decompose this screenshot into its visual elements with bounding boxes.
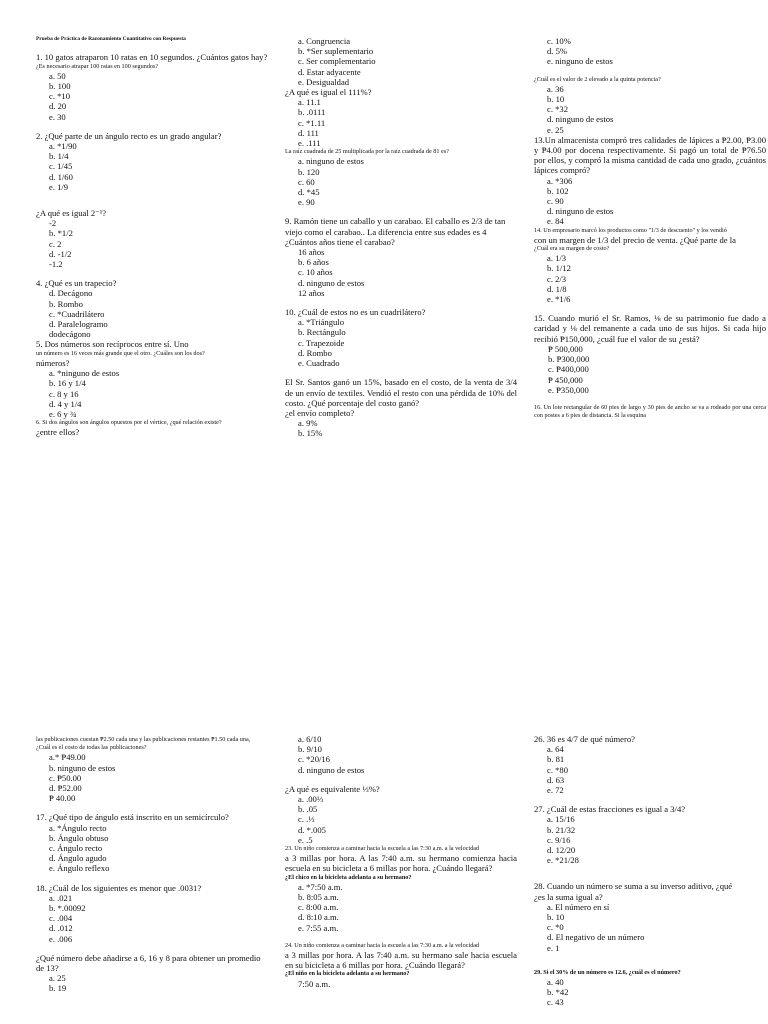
option: d. 1/8 xyxy=(547,283,567,294)
option: d. 12/20 xyxy=(547,845,576,856)
question-15-options xyxy=(534,344,766,395)
option: c. Ángulo recto xyxy=(49,843,103,854)
option: b. 16 y 1/4 xyxy=(49,378,86,389)
option: a. 11.1 xyxy=(298,97,321,108)
option: a. *7:50 a.m. xyxy=(298,881,343,892)
option: c. *80 xyxy=(547,764,569,775)
question-9-options xyxy=(285,247,517,298)
question-14-sub2: ¿Cuál era su margen de costo? xyxy=(534,245,610,253)
option: b. 9/10 xyxy=(298,744,322,755)
option: c. *0 xyxy=(547,922,564,933)
option: e. *21/28 xyxy=(547,855,579,866)
option: e. 25 xyxy=(547,124,564,135)
question-24-sub: a 3 millas por hora. A las 7:40 a.m. su hermano sale hacia escuela en su bicicleta a 6 millas por hora. ¿Cuándo llegará? xyxy=(285,950,517,971)
option: d. 111 xyxy=(298,127,319,138)
option: b. *42 xyxy=(547,987,569,998)
option: c. 90 xyxy=(547,196,564,207)
question-6-options xyxy=(285,36,517,87)
option: d. *45 xyxy=(298,187,320,198)
option: e. Ángulo reflexo xyxy=(49,863,110,874)
option: a. 1/3 xyxy=(547,253,567,264)
question-10: 10. ¿Cuál de estos no es un cuadrilátero? xyxy=(285,307,426,318)
option: b. ₱300,000 xyxy=(548,354,590,365)
option: e. ₱350,000 xyxy=(548,384,589,395)
option: d. ninguno de estos xyxy=(298,277,365,288)
question-5-sub: un número es 16 veces más grande que el otro. ¿Cuáles son los dos? xyxy=(36,349,205,357)
question-14-sub: con un margen de 1/3 del precio de venta. ¿Qué parte de la xyxy=(534,234,736,245)
option: a. El número en sí xyxy=(547,901,610,912)
question-4: 4. ¿Qué es un trapecio? xyxy=(36,278,117,289)
option: e. 72 xyxy=(547,785,564,796)
option: c. Ser complementario xyxy=(298,56,376,67)
option: b. 10 xyxy=(547,94,565,105)
question-18: 18. ¿Cuál de los siguientes es menor que .0031? xyxy=(36,882,202,893)
option: a. 6/10 xyxy=(298,734,322,744)
question-16-cont: las publicaciones cuestan ₱2.50 cada una y las publicaciones restantes ₱1.50 cada una, xyxy=(36,736,251,743)
option: b. 15% xyxy=(298,428,323,439)
option: a. Congruencia xyxy=(298,36,351,46)
lower-page xyxy=(0,730,768,1024)
question-15: 15. Cuando murió el Sr. Ramos, ⅛ de su patrimonio fue dado a caridad y ⅛ del remanente a cada uno de sus hijos. Si cada hijo recibió ₱150,000, ¿cuál fue el valor de su ¿está? xyxy=(534,313,766,344)
option: c. 10% xyxy=(547,36,571,46)
option: b. 1/12 xyxy=(547,263,571,274)
option: c. 8:00 a.m. xyxy=(298,902,339,913)
question-2: 2. ¿Qué parte de un ángulo recto es un grado angular? xyxy=(36,130,222,141)
option: b. 10 xyxy=(547,912,565,923)
option: c. *1.11 xyxy=(298,117,326,128)
option: c. 10 años xyxy=(298,267,333,278)
question-23-sub: a 3 millas por hora. A las 7:40 a.m. su hermano comienza hacia escuela en su bicicleta a 6 millas por hora. ¿Cuándo llegará? xyxy=(285,853,517,874)
question-12: ¿Cuál es el valor de 2 elevado a la quinta potencia? xyxy=(534,75,661,83)
option: b. 21/32 xyxy=(547,824,576,835)
option: c. *Cuadrilátero xyxy=(49,308,105,319)
question-1-options xyxy=(36,71,268,122)
question-11-options-cont xyxy=(534,36,766,67)
option: d. Estar adyacente xyxy=(298,66,361,77)
option: a. ninguno de estos xyxy=(298,156,364,167)
option: e. *1/6 xyxy=(547,294,571,305)
column-6 xyxy=(534,734,766,1008)
option: a. *Triángulo xyxy=(298,317,344,328)
column-1 xyxy=(36,36,268,438)
option: c. Trapezoide xyxy=(298,337,345,348)
option: d. Paralelogramo xyxy=(49,319,108,330)
question-19: ¿Qué número debe añadirse a 6, 16 y 8 para obtener un promedio de 13? xyxy=(36,952,261,974)
question-2-options xyxy=(36,141,268,192)
question-8-options xyxy=(285,156,517,207)
question-7: ¿A qué es igual el 111%? xyxy=(285,87,372,98)
option: c. ₱50.00 xyxy=(49,772,82,783)
option: b. *.00092 xyxy=(49,903,86,914)
option: c. 60 xyxy=(298,176,315,187)
question-9: 9. Ramón tiene un caballo y un carabao. El caballo es 2/3 de tan viejo como el carabao.. La diferencia entre sus edades es 4 xyxy=(285,216,506,237)
question-24-options xyxy=(285,979,517,989)
option: c. .⅓ xyxy=(298,814,315,825)
option: b. 1/4 xyxy=(49,151,69,162)
option: d. Decágono xyxy=(49,288,93,299)
option: b. *Ser suplementario xyxy=(298,46,374,57)
option: d. 4 y 1/4 xyxy=(49,398,82,409)
option: b. 19 xyxy=(49,983,67,994)
option: e. 90 xyxy=(298,197,315,208)
option: c. 43 xyxy=(547,997,564,1008)
question-26: 26. 36 es 4/7 de qué número? xyxy=(534,734,635,744)
question-5-sub2: números? xyxy=(36,357,70,368)
option: e. .006 xyxy=(49,933,73,944)
option: d. El negativo de un número xyxy=(547,932,645,943)
option: d. ninguno de estos xyxy=(547,114,614,125)
option: e. Desigualdad xyxy=(298,76,350,87)
option: a. 25 xyxy=(49,973,66,984)
option: e. 84 xyxy=(547,216,564,227)
question-28-sub: ¿es la suma igual a? xyxy=(534,891,603,902)
question-23-sub2: ¿El chico en la bicicleta adelanta a su hermano? xyxy=(285,873,412,881)
option: d. 8:10 a.m. xyxy=(298,912,339,923)
question-5-options xyxy=(36,368,268,419)
option: a. 50 xyxy=(49,70,66,81)
option: b. 6 años xyxy=(298,257,329,268)
question-21-options xyxy=(285,794,517,845)
option: a. .021 xyxy=(49,892,73,903)
option: a.* ₱49.00 xyxy=(49,752,86,763)
option: d. Rombo xyxy=(298,347,332,358)
question-24-sub2: ¿El niño en la bicicleta adelanta a su hermano? xyxy=(285,970,410,978)
option: d. .012 xyxy=(49,923,73,934)
option: b. Rectángulo xyxy=(298,327,346,338)
page-title: Prueba de Práctica de Razonamiento Cuantitativo con Respuesta xyxy=(36,36,186,42)
question-3-options xyxy=(36,218,268,269)
column-3 xyxy=(534,36,766,420)
option: d. ninguno de estos xyxy=(547,206,614,217)
question-23: 23. Un niño comienza a caminar hacia la escuela a las 7:30 a.m. a la velocidad xyxy=(285,845,480,853)
option: 7:50 a.m. xyxy=(298,978,331,989)
question-13: 13.Un almacenista compró tres calidades de lápices a ₱2.00, ₱3.00 y ₱4.00 por docena respectivamente. Si pagó un total de ₱76.50 por ellos, y compró la misma cantidad de cada uno grado, ¿cuántos lápices compró? xyxy=(534,134,766,176)
option: c. *10 xyxy=(49,91,71,102)
option: a. 15/16 xyxy=(547,814,575,825)
option: a. 40 xyxy=(547,977,564,988)
question-5: 5. Dos números son recíprocos entre sí. Uno xyxy=(36,339,189,350)
option: 16 años xyxy=(298,247,325,258)
option: a. 36 xyxy=(547,83,564,94)
question-20-options xyxy=(285,734,517,775)
option: d. 1/60 xyxy=(49,171,73,182)
option: ₱ 500,000 xyxy=(548,343,583,354)
question-26-options xyxy=(534,744,766,795)
question-11: El Sr. Santos ganó un 15%, basado en el costo, de la venta de 3/4 de un envío de textiles. Vendió el resto con una pérdida de 10% del costo. ¿Qué porcentaje del costo ganó? xyxy=(285,377,517,408)
option: b. *1/2 xyxy=(49,228,73,239)
question-1: 1. 10 gatos atraparon 10 ratas en 10 segundos. ¿Cuántos gatos hay? xyxy=(36,52,268,63)
option: e. .111 xyxy=(298,138,321,149)
question-29-options xyxy=(534,977,766,1008)
option: a. *Ángulo recto xyxy=(49,822,107,833)
option: a. *306 xyxy=(547,175,573,186)
option: c. 9/16 xyxy=(547,834,571,845)
question-27-options xyxy=(534,814,766,865)
question-16-cont2: ¿Cuál es el costo de todas las publicaciones? xyxy=(36,744,147,752)
question-23-options xyxy=(285,882,517,933)
option: c. 2 xyxy=(49,238,62,249)
question-24: 24. Un niño comienza a caminar hacia la escuela a las 7:30 a.m. a la velocidad xyxy=(285,941,480,949)
option: e. 7:55 a.m. xyxy=(298,922,339,933)
question-27: 27. ¿Cuál de estas fracciones es igual a 3/4? xyxy=(534,804,686,815)
option: d. 63 xyxy=(547,774,565,785)
option: a. 64 xyxy=(547,744,564,755)
option: a. *1/90 xyxy=(49,141,77,152)
option: b. ninguno de estos xyxy=(49,762,116,773)
option: e. 30 xyxy=(49,111,66,122)
option: c. 1/45 xyxy=(49,161,73,172)
question-28-options xyxy=(534,902,766,953)
option: c. *20/16 xyxy=(298,754,330,765)
question-11-sub: ¿el envío completo? xyxy=(285,407,355,418)
question-16-options xyxy=(36,752,268,803)
option: ₱ 450,000 xyxy=(548,374,583,385)
option: e. 1 xyxy=(547,942,560,953)
option: d. -1/2 xyxy=(49,248,72,259)
option: c. .004 xyxy=(49,913,73,924)
question-16: 16. Un lote rectangular de 60 pies de largo y 30 pies de ancho se va a rodeado por una cerca con postes a 6 pies de distancia. Si la esquina xyxy=(534,403,766,420)
question-7-options xyxy=(285,97,517,148)
option: c. *32 xyxy=(547,104,569,115)
question-8: La raíz cuadrada de 25 multiplicada por la raíz cuadrada de 81 es? xyxy=(285,148,449,156)
option: b. 8:05 a.m. xyxy=(298,892,339,903)
question-11-options xyxy=(285,418,517,438)
option: ₱ 40.00 xyxy=(49,793,76,804)
option: d. 20 xyxy=(49,101,67,112)
option: a. .00⅓ xyxy=(298,794,324,805)
option: c. 2/3 xyxy=(547,273,567,284)
question-6: 6. Si dos ángulos son ángulos opuestos por el vértice, ¿qué relación existe? xyxy=(36,419,222,427)
question-29: 29. Si el 30% de un número es 12.6, ¿cuál es el número? xyxy=(534,968,681,976)
option: c. ₱400,000 xyxy=(548,364,589,375)
question-1-sub: ¿Es necesario atrapar 100 ratas en 100 segundos? xyxy=(36,62,159,70)
question-17: 17. ¿Qué tipo de ángulo está inscrito en un semicírculo? xyxy=(36,812,229,823)
question-13-options xyxy=(534,176,766,227)
option: b. 100 xyxy=(49,81,71,92)
option: a. 9% xyxy=(298,418,318,429)
option: b. .05 xyxy=(298,804,318,815)
option: d. ninguno de estos xyxy=(298,764,365,775)
question-4-options xyxy=(36,288,268,339)
option: b. 120 xyxy=(298,166,320,177)
question-3: ¿A qué es igual 2⁻¹? xyxy=(36,208,107,219)
option: -1.2 xyxy=(49,259,63,270)
option: b. Rombo xyxy=(49,298,83,309)
option: 12 años xyxy=(298,287,325,298)
option: a. *ninguno de estos xyxy=(49,368,120,379)
option: e. .5 xyxy=(298,834,313,845)
upper-page xyxy=(0,0,768,510)
question-17-options xyxy=(36,823,268,874)
option: b. Ángulo obtuso xyxy=(49,832,109,843)
question-19-options xyxy=(36,973,268,993)
question-9-sub: ¿Cuántos años tiene el carabao? xyxy=(285,236,395,247)
question-12-options xyxy=(534,84,766,135)
option: e. 1/9 xyxy=(49,181,69,192)
column-4 xyxy=(36,736,268,994)
question-10-options xyxy=(285,317,517,368)
option: e. 6 y ¾ xyxy=(49,408,77,419)
option: d. 5% xyxy=(547,46,568,57)
option: b. .0111 xyxy=(298,107,326,118)
column-2 xyxy=(285,36,517,439)
question-14: 14. Un empresario marcó los productos como "1/3 de descuento" y los vendió xyxy=(534,226,727,234)
option: -2 xyxy=(49,218,57,229)
option: d. ₱52.00 xyxy=(49,783,82,794)
option: d. Ángulo agudo xyxy=(49,853,107,864)
option: e. ninguno de estos xyxy=(547,56,613,67)
question-6-sub: ¿entre ellos? xyxy=(36,427,80,438)
option: b. 81 xyxy=(547,754,565,765)
option: dodecágono xyxy=(49,329,91,340)
column-5 xyxy=(285,734,517,989)
question-18-options xyxy=(36,893,268,944)
option: e. Cuadrado xyxy=(298,358,340,369)
question-28: 28. Cuando un número se suma a su inverso aditivo, ¿qué xyxy=(534,881,733,892)
option: d. *.005 xyxy=(298,824,326,835)
option: c. 8 y 16 xyxy=(49,388,79,399)
option: b. 102 xyxy=(547,185,569,196)
question-21: ¿A qué es equivalente ⅓%? xyxy=(285,783,380,794)
question-14-options xyxy=(534,253,766,304)
